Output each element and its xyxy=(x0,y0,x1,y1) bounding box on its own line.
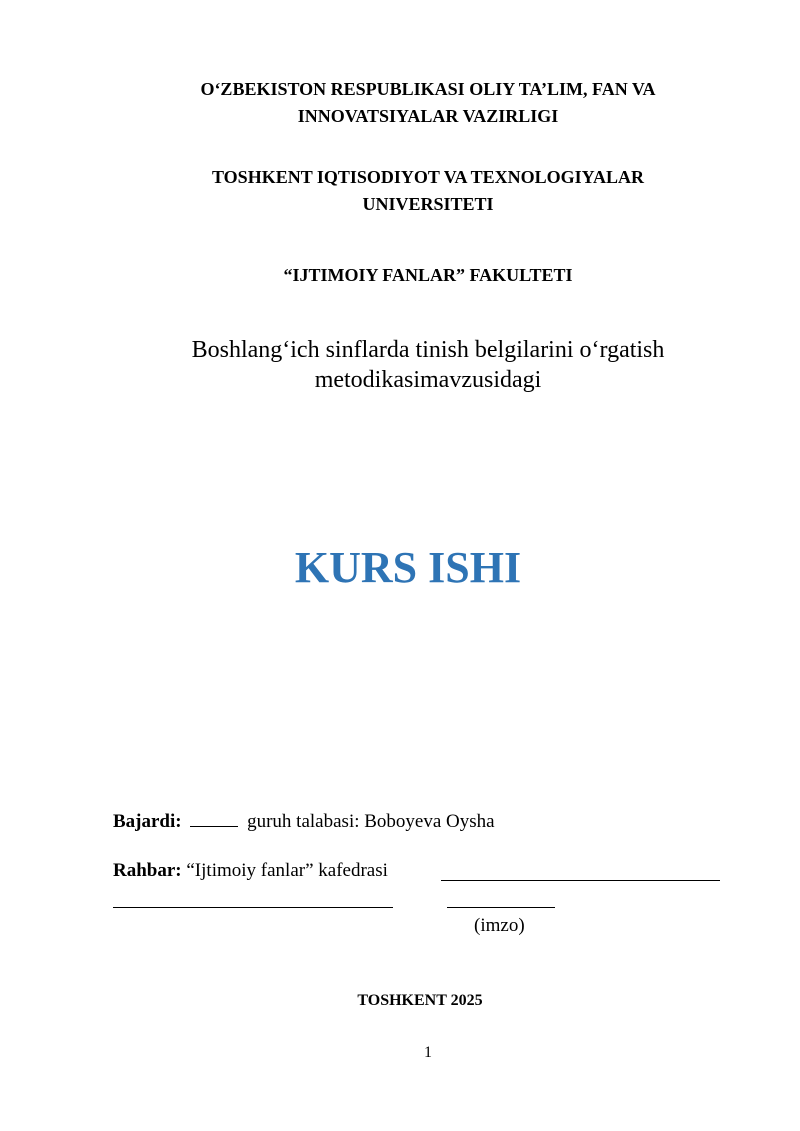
university-heading xyxy=(100,164,756,218)
city-year: TOSHKENT 2025 xyxy=(357,992,483,1009)
university-line-2: UNIVERSITETI xyxy=(362,194,494,214)
topic-line-1: Boshlang‘ich sinflarda tinish belgilarini o‘rgatish xyxy=(191,337,665,363)
rahbar-row xyxy=(113,859,388,883)
supervisor-title-blank-line xyxy=(113,907,393,908)
rahbar-label: Rahbar: xyxy=(113,860,182,881)
supervisor-name-blank-line xyxy=(441,880,720,881)
ministry-heading xyxy=(100,76,756,130)
bajardi-label: Bajardi: xyxy=(113,811,182,832)
university-line-1: TOSHKENT IQTISODIYOT VA TEXNOLOGIYALAR xyxy=(212,167,644,187)
bajardi-text: guruh talabasi: Boboyeva Oysha xyxy=(247,811,495,832)
group-blank-line xyxy=(190,825,238,827)
ministry-line-2: INNOVATSIYALAR VAZIRLIGI xyxy=(297,106,559,126)
page-number: 1 xyxy=(424,1044,432,1061)
main-title: KURS ISHI xyxy=(294,543,522,592)
bajardi-row xyxy=(113,810,495,834)
topic-line-2: metodikasimavzusidagi xyxy=(314,367,542,393)
signature-blank-line xyxy=(447,907,555,908)
topic-text xyxy=(110,335,746,395)
ministry-line-1: O‘ZBEKISTON RESPUBLIKASI OLIY TA’LIM, FAN VA xyxy=(200,79,656,99)
faculty-line: “IJTIMOIY FANLAR” FAKULTETI xyxy=(283,265,573,285)
rahbar-text: “Ijtimoiy fanlar” kafedrasi xyxy=(186,860,388,881)
signature-label: (imzo) xyxy=(474,915,525,936)
faculty-heading xyxy=(100,262,756,289)
